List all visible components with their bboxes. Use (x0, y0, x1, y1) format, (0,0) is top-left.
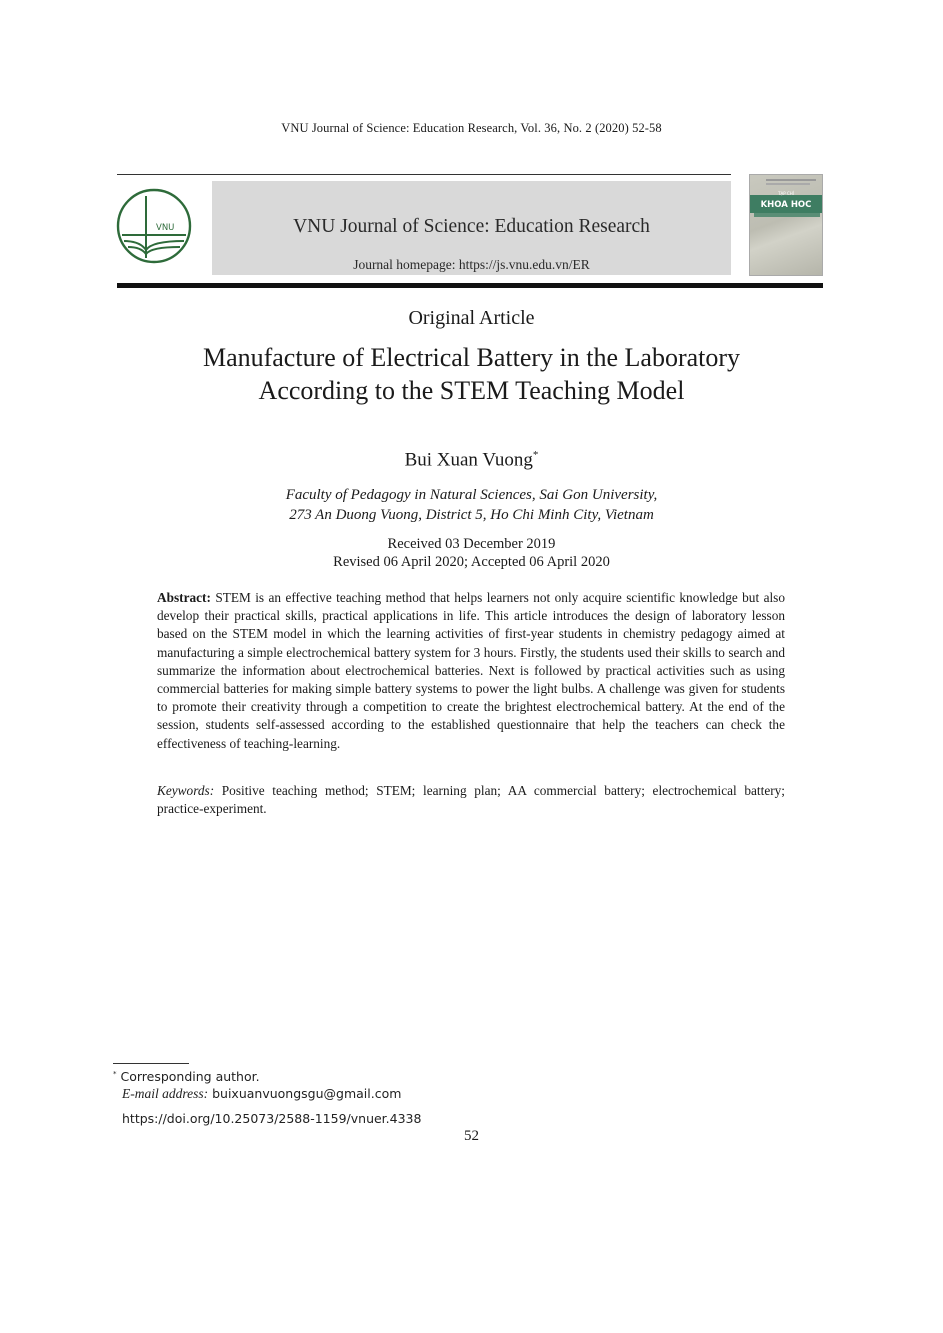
article-dates (0, 535, 943, 571)
abstract-label: Abstract: (157, 590, 211, 605)
received-date: Received 03 December 2019 (387, 536, 556, 552)
footnote-corresponding (113, 1069, 260, 1084)
keywords (157, 782, 785, 818)
revised-accepted-date: Revised 06 April 2020; Accepted 06 April 2020 (333, 554, 610, 570)
cover-decoration (754, 213, 820, 217)
affiliation-line: Faculty of Pedagogy in Natural Sciences, Sai Gon University, (285, 487, 658, 503)
journal-title: VNU Journal of Science: Education Research (293, 216, 650, 237)
cover-decoration (766, 179, 816, 181)
cover-decoration (766, 183, 810, 185)
email-link[interactable]: buixuanvuongsgu@gmail.com (208, 1086, 402, 1101)
affiliation-line: 273 An Duong Vuong, District 5, Ho Chi Minh City, Vietnam (289, 507, 654, 523)
author (0, 449, 943, 471)
top-rule (117, 174, 731, 175)
footnote-mark: * (113, 1069, 117, 1078)
abstract-text: STEM is an effective teaching method that helps learners not only acquire scientific knowledge but also develop their practical skills, practical applications in life. This article introduces the design of laboratory lesson based on the STEM model in which the learning activities of first-year students in chemistry pedagogy aimed at manufacturing a simple electrochemical battery system for 3 hours. Firstly, the students used their skills to search and summarize the information about electrochemical batteries. Next is followed by practical activities such as using commercial batteries for making simple battery systems to power the light bulbs. A challenge was given for students to promote their creativity through a competition to create the brightest electrochemical battery. At the end of the session, students self-assessed according to the established questionnaire that help the teachers can check the effectiveness of teaching-learning. (157, 590, 785, 751)
footnote-email (122, 1086, 401, 1102)
cover-small-text: TẠP CHÍ (778, 191, 794, 196)
keywords-text: Positive teaching method; STEM; learning plan; AA commercial battery; electrochemical battery; practice-experiment. (157, 783, 785, 817)
author-name: Bui Xuan Vuong (404, 449, 533, 471)
journal-cover-image (749, 174, 823, 276)
footnote-rule (113, 1063, 189, 1064)
vnu-logo-icon (116, 188, 192, 264)
journal-homepage: Journal homepage: https://js.vnu.edu.vn/ER (353, 257, 590, 272)
logo-text: VNU (156, 223, 175, 233)
paper-title (0, 341, 943, 407)
header-thick-rule (117, 283, 823, 288)
title-line: Manufacture of Electrical Battery in the Laboratory (202, 343, 741, 372)
author-mark: * (532, 449, 539, 461)
corresponding-text: Corresponding author. (116, 1069, 260, 1084)
affiliation (0, 485, 943, 525)
keywords-label: Keywords: (157, 783, 215, 798)
abstract (157, 589, 785, 753)
page-number: 52 (464, 1128, 479, 1144)
email-label: E-mail address: (122, 1086, 209, 1101)
doi-link[interactable]: https://doi.org/10.25073/2588-1159/vnuer.4338 (122, 1111, 422, 1126)
title-line: According to the STEM Teaching Model (258, 376, 685, 405)
article-type: Original Article (408, 307, 535, 329)
running-head: VNU Journal of Science: Education Research, Vol. 36, No. 2 (2020) 52-58 (281, 121, 662, 135)
cover-band-text: KHOA HOC (750, 195, 822, 213)
